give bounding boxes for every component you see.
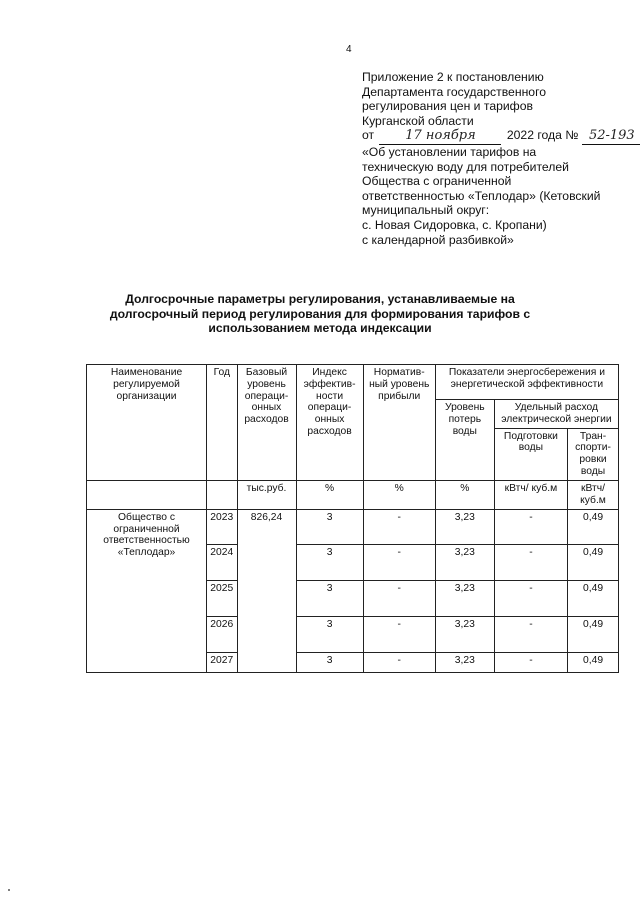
losses-cell: 3,23 [435,616,494,652]
unit-transport: кВтч/ куб.м [568,480,619,509]
prep-cell: - [494,509,567,544]
header-transport: Тран-спорти-ровки воды [568,428,619,480]
index-cell: 3 [296,580,363,616]
document-heading: Долгосрочные параметры регулирования, устанавливаемые на долгосрочный период регулирования для формирования тарифов с использованием метода индексации [109,292,531,335]
index-cell: 3 [296,652,363,672]
org-name-cell: Общество с ограниченной ответственностью «Теплодар» [87,509,207,672]
parameters-table [86,364,619,673]
appendix-title-line: с. Новая Сидоровка, с. Кропани) [362,217,547,232]
transport-cell: 0,49 [568,652,619,672]
year-cell: 2026 [207,616,238,652]
year-cell: 2025 [207,580,238,616]
transport-cell: 0,49 [568,509,619,544]
header-energy-group: Показатели энергосбережения и энергетической эффективности [435,365,618,400]
losses-cell: 3,23 [435,580,494,616]
losses-cell: 3,23 [435,544,494,580]
appendix-date-line [362,128,637,145]
prep-cell: - [494,580,567,616]
header-losses: Уровень потерь воды [435,400,494,481]
appendix-line: Приложение 2 к постановлению [362,70,544,84]
transport-cell: 0,49 [568,616,619,652]
appendix-title-line: муниципальный округ: [362,203,490,218]
date-prefix: от [362,128,375,143]
unit-profit: % [363,480,435,509]
profit-cell: - [363,544,435,580]
appendix-title-line: ответственностью «Теплодар» (Кетовский [362,188,601,203]
appendix-line: регулирования цен и тарифов [362,99,533,114]
year-cell: 2027 [207,652,238,672]
header-index: Индекс эффектив-ности операци-онных расходов [296,365,363,481]
header-year: Год [207,365,238,481]
table-units-row [87,480,619,509]
year-cell: 2023 [207,509,238,544]
appendix-block [362,70,637,247]
index-cell: 3 [296,616,363,652]
index-cell: 3 [296,509,363,544]
prep-cell: - [494,652,567,672]
transport-cell: 0,49 [568,580,619,616]
unit-base: тыс.руб. [237,480,296,509]
page-number: 4 [346,44,352,55]
year-cell: 2024 [207,544,238,580]
handwritten-date: 17 ноября [379,129,501,145]
handwritten-number: 52-193 [582,129,640,145]
appendix-line: Курганской области [362,113,474,128]
unit-prep: кВтч/ куб.м [494,480,567,509]
prep-cell: - [494,544,567,580]
profit-cell: - [363,652,435,672]
header-specific: Удельный расход электрической энергии [494,400,618,429]
header-profit: Норматив-ный уровень прибыли [363,365,435,481]
losses-cell: 3,23 [435,652,494,672]
header-org: Наименование регулируемой организации [87,365,207,481]
unit-index: % [296,480,363,509]
appendix-line: Департамента государственного [362,84,547,99]
appendix-title-line: техническую воду для потребителей [362,159,569,174]
table-header-row [87,365,619,400]
unit-losses: % [435,480,494,509]
prep-cell: - [494,616,567,652]
losses-cell: 3,23 [435,509,494,544]
appendix-title-line: Общества с ограниченной [362,174,512,189]
transport-cell: 0,49 [568,544,619,580]
table-row [87,509,619,544]
profit-cell: - [363,580,435,616]
scan-speck [8,889,10,891]
profit-cell: - [363,509,435,544]
appendix-title-line: «Об установлении тарифов на [362,144,537,159]
header-prep: Подготовки воды [494,428,567,480]
header-base: Базовый уровень операци-онных расходов [237,365,296,481]
base-value-cell: 826,24 [237,509,296,672]
appendix-title-line: с календарной разбивкой» [362,232,514,247]
profit-cell: - [363,616,435,652]
date-year: 2022 года № [506,128,579,143]
index-cell: 3 [296,544,363,580]
